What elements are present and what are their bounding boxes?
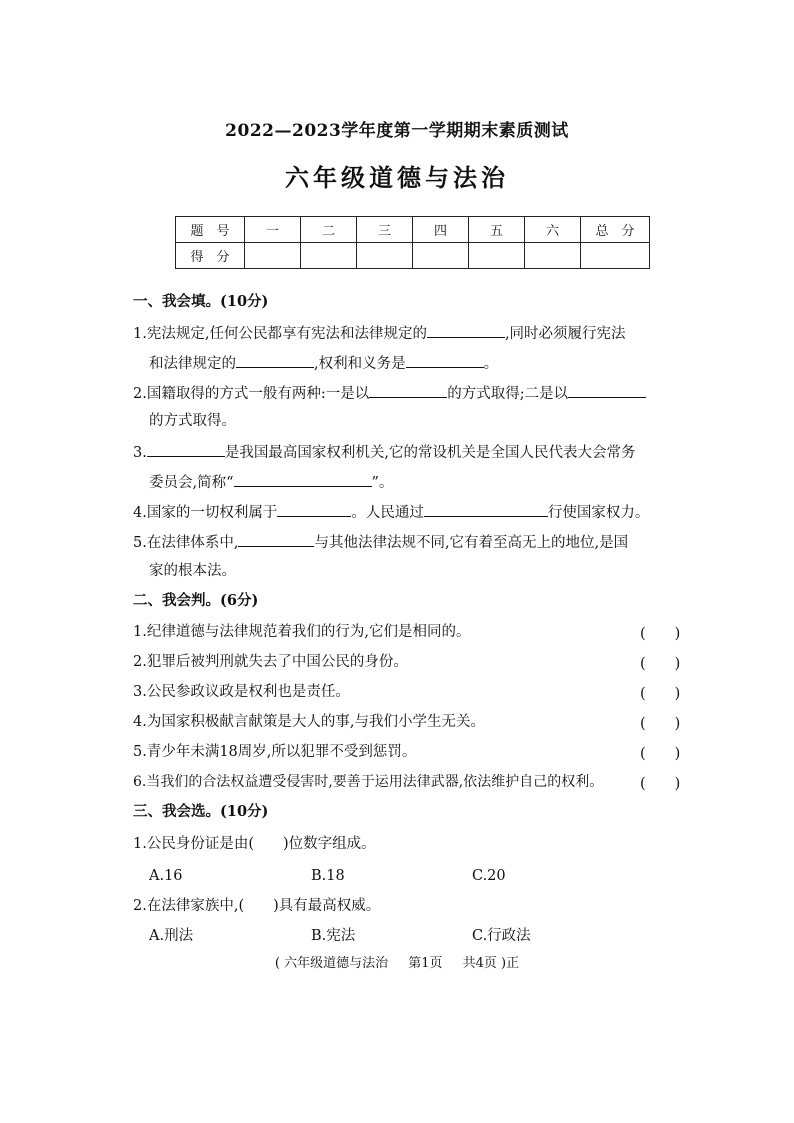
footer-page-total: 共4页 )正 — [462, 956, 520, 971]
score-input-4[interactable] — [413, 243, 469, 269]
question-2-line1 — [133, 382, 646, 404]
question-1-line1 — [133, 322, 626, 344]
choice-q2-option-c[interactable]: C.行政法 — [472, 928, 531, 944]
judge-answer-1[interactable]: ( ) — [640, 626, 681, 642]
score-input-1[interactable] — [245, 243, 301, 269]
choice-q2-option-a[interactable]: A.刑法 — [149, 928, 194, 944]
choice-question-2: 2.在法律家族中,( )具有最高权威。 — [133, 898, 381, 914]
q4-text-b: 。人民通过 — [351, 505, 424, 521]
q1-text-b: ,同时必须履行宪法 — [504, 326, 626, 342]
score-cell-6: 六 — [525, 217, 581, 243]
score-cell-4: 四 — [413, 217, 469, 243]
choice-q1-option-c[interactable]: C.20 — [472, 868, 506, 884]
choice-q2-option-b[interactable]: B.宪法 — [311, 928, 356, 944]
exam-title: 2022—2023学年度第一学期期末素质测试 — [225, 121, 569, 141]
score-input-6[interactable] — [525, 243, 581, 269]
q3-text-c: 委员会,简称“ — [149, 475, 234, 491]
q2-blank-1[interactable] — [369, 382, 447, 398]
q2-text-a: 2.国籍取得的方式一般有两种:一是以 — [133, 386, 370, 402]
judge-answer-2[interactable]: ( ) — [640, 656, 681, 672]
q1-text-c: 和法律规定的 — [149, 356, 236, 372]
q3-text-a: 3. — [133, 445, 147, 461]
exam-subject-title: 六年级道德与法治 — [285, 163, 509, 192]
q1-text-a: 1.宪法规定,任何公民都享有宪法和法律规定的 — [133, 326, 427, 342]
score-cell-5: 五 — [469, 217, 525, 243]
judge-item-6: 6.当我们的合法权益遭受侵害时,要善于运用法律武器,依法维护自己的权利。 — [133, 774, 604, 790]
q5-text-a: 5.在法律体系中, — [133, 535, 239, 551]
score-cell-2: 二 — [301, 217, 357, 243]
choice-q1-option-b[interactable]: B.18 — [311, 868, 345, 884]
question-1-line2 — [149, 352, 498, 374]
q2-blank-2[interactable] — [568, 382, 646, 398]
q4-blank-1[interactable] — [277, 501, 351, 517]
judge-item-1: 1.纪律道德与法律规范着我们的行为,它们是相同的。 — [133, 624, 471, 640]
q1-blank-1[interactable] — [427, 322, 505, 338]
q3-blank-1[interactable] — [147, 441, 225, 457]
q4-text-a: 4.国家的一切权利属于 — [133, 505, 278, 521]
section1-heading: 一、我会填。(10分) — [133, 293, 269, 310]
score-table — [175, 216, 650, 269]
judge-item-3: 3.公民参政议政是权利也是责任。 — [133, 684, 350, 700]
q5-text-b: 与其他法律法规不同,它有着至高无上的地位,是国 — [314, 535, 629, 551]
choice-question-1: 1.公民身份证是由( )位数字组成。 — [133, 836, 376, 852]
q4-blank-2[interactable] — [424, 501, 548, 517]
footer-page-number: 第1页 — [408, 956, 443, 971]
score-cell-1: 一 — [245, 217, 301, 243]
q5-blank-1[interactable] — [238, 531, 314, 547]
q2-text-b: 的方式取得;二是以 — [447, 386, 569, 402]
judge-item-4: 4.为国家积极献言献策是大人的事,与我们小学生无关。 — [133, 714, 485, 730]
judge-item-5: 5.青少年未满18周岁,所以犯罪不受到惩罚。 — [133, 744, 417, 760]
score-input-5[interactable] — [469, 243, 525, 269]
judge-answer-5[interactable]: ( ) — [640, 746, 681, 762]
q1-blank-2[interactable] — [236, 352, 314, 368]
judge-answer-3[interactable]: ( ) — [640, 686, 681, 702]
q4-text-c: 行使国家权力。 — [547, 505, 650, 521]
question-5-line1 — [133, 531, 628, 553]
score-row-label: 得 分 — [176, 243, 245, 269]
score-input-total[interactable] — [581, 243, 650, 269]
q1-text-e: 。 — [483, 356, 499, 372]
question-3-line1 — [133, 441, 635, 463]
score-cell-label: 题 号 — [176, 217, 245, 243]
judge-answer-4[interactable]: ( ) — [640, 716, 681, 732]
score-input-3[interactable] — [357, 243, 413, 269]
section2-heading: 二、我会判。(6分) — [133, 592, 259, 609]
judge-answer-6[interactable]: ( ) — [640, 776, 681, 792]
q3-blank-2[interactable] — [234, 471, 372, 487]
footer-subject: ( 六年级道德与法治 — [274, 956, 389, 971]
question-2-line2: 的方式取得。 — [149, 413, 236, 429]
score-cell-total: 总 分 — [581, 217, 650, 243]
q1-text-d: ,权利和义务是 — [314, 356, 406, 372]
question-4-line — [133, 501, 649, 523]
question-5-line2: 家的根本法。 — [149, 563, 236, 579]
q1-blank-3[interactable] — [406, 352, 484, 368]
page-footer — [0, 952, 794, 971]
score-table-score-row — [176, 243, 650, 269]
q3-text-d: ”。 — [371, 475, 394, 491]
choice-q1-option-a[interactable]: A.16 — [149, 868, 183, 884]
question-3-line2 — [149, 471, 393, 493]
score-input-2[interactable] — [301, 243, 357, 269]
score-cell-3: 三 — [357, 217, 413, 243]
judge-item-2: 2.犯罪后被判刑就失去了中国公民的身份。 — [133, 654, 408, 670]
q3-text-b: 是我国最高国家权利机关,它的常设机关是全国人民代表大会常务 — [224, 445, 636, 461]
section3-heading: 三、我会选。(10分) — [133, 803, 269, 820]
score-table-header-row — [176, 217, 650, 243]
